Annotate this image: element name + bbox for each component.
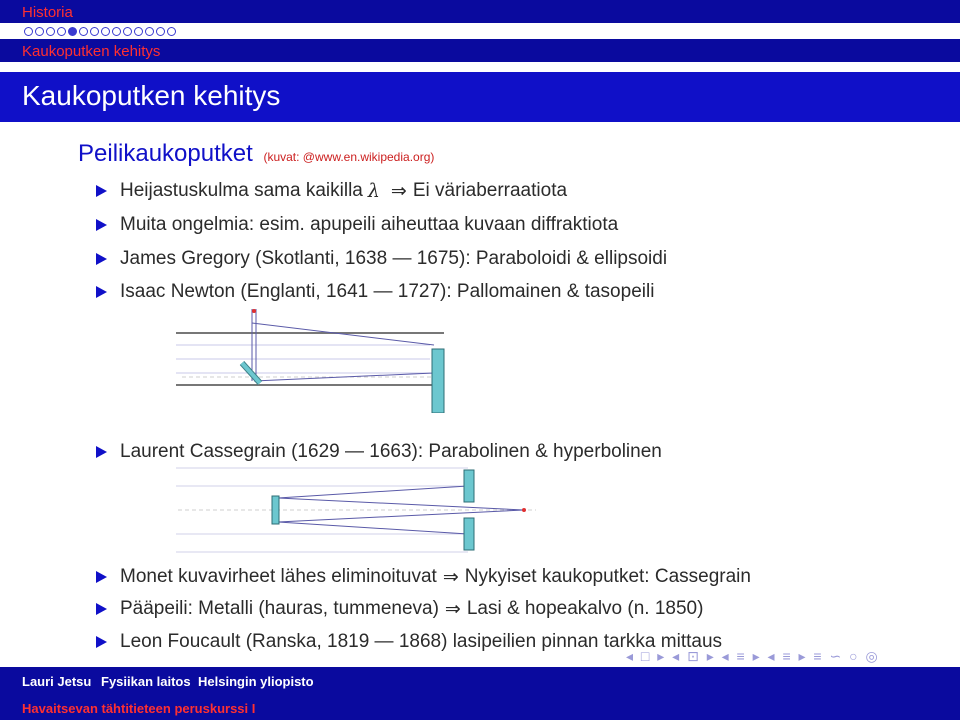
bullet-triangle-icon (96, 571, 107, 583)
implies-arrow-icon: ⇒ (390, 180, 407, 202)
bullet-item (96, 281, 654, 303)
primary-spherical-mirror (432, 349, 444, 413)
nav-dot[interactable] (123, 27, 132, 36)
bullet-text: James Gregory (Skotlanti, 1638 — 1675): Paraboloidi & ellipsoidi (120, 248, 668, 269)
heading-source-note: (kuvat: @www.en.wikipedia.org) (263, 150, 435, 164)
focal-point (522, 508, 526, 512)
bullet-item (96, 441, 662, 463)
bullet-text: Heijastuskulma sama kaikilla (120, 180, 363, 201)
frame-title: Kaukoputken kehitys (22, 80, 281, 111)
bullet-text: Nykyiset kaukoputket: Cassegrain (464, 566, 751, 587)
implies-arrow-icon: ⇒ (442, 566, 459, 588)
header-section-title[interactable]: Historia (22, 4, 73, 21)
bullet-triangle-icon (96, 636, 107, 648)
nav-dot[interactable] (112, 27, 121, 36)
nav-dot[interactable] (134, 27, 143, 36)
nav-dot[interactable] (90, 27, 99, 36)
bullet-triangle-icon (96, 286, 107, 298)
bullet-text: Monet kuvavirheet lähes eliminoituvat (120, 566, 437, 587)
footer-course-bar (0, 696, 960, 720)
bullet-text: Leon Foucault (Ranska, 1819 — 1868) lasipeilien pinnan tarkka mittaus (120, 631, 723, 652)
cassegrain-telescope-diagram (172, 466, 540, 554)
bullet-text: Isaac Newton (Englanti, 1641 — 1727): Pallomainen & tasopeili (120, 281, 655, 302)
newtonian-telescope-diagram (172, 305, 458, 413)
bullet-triangle-icon (96, 185, 107, 197)
header-top-bar (0, 0, 960, 23)
beamer-navigation-controls[interactable]: ◂ □ ▸ ◂ ⊡ ▸ ◂ ≡ ▸ ◂ ≡ ▸ ≡ ∽ ○ ◎ (626, 648, 880, 664)
focal-point (252, 309, 256, 313)
nav-dot[interactable] (68, 27, 77, 36)
footer-university: Helsingin yliopisto (198, 674, 314, 689)
nav-dot[interactable] (57, 27, 66, 36)
bullet-item (96, 180, 567, 202)
navigation-dots[interactable] (24, 24, 176, 38)
heading-text: Peilikaukoputket (78, 140, 253, 167)
nav-dot[interactable] (101, 27, 110, 36)
footer-department: Fysiikan laitos (101, 674, 191, 689)
implies-arrow-icon: ⇒ (444, 598, 461, 620)
bullet-text: Lasi & hopeakalvo (n. 1850) (466, 598, 704, 619)
bullet-triangle-icon (96, 446, 107, 458)
content-heading (78, 140, 434, 168)
bullet-triangle-icon (96, 253, 107, 265)
nav-dot[interactable] (24, 27, 33, 36)
nav-dot[interactable] (156, 27, 165, 36)
nav-dot[interactable] (167, 27, 176, 36)
secondary-hyperbolic-mirror (272, 496, 279, 524)
header-subsection-title[interactable]: Kaukoputken kehitys (22, 43, 161, 60)
footer-course-title: Havaitsevan tähtitieteen peruskurssi I (22, 701, 256, 716)
nav-dot[interactable] (79, 27, 88, 36)
primary-mirror-lower (464, 518, 474, 550)
bullet-item (96, 598, 703, 620)
nav-dot[interactable] (35, 27, 44, 36)
bullet-triangle-icon (96, 603, 107, 615)
lambda-symbol: λ (367, 180, 380, 202)
bullet-text: Muita ongelmia: esim. apupeili aiheuttaa kuvaan diffraktiota (120, 214, 619, 235)
nav-dot[interactable] (145, 27, 154, 36)
bullet-item (96, 566, 751, 588)
bullet-text: Ei väriaberraatiota (412, 180, 568, 201)
nav-dot[interactable] (46, 27, 55, 36)
bullet-item (96, 214, 618, 236)
bullet-text: Pääpeili: Metalli (hauras, tummeneva) (120, 598, 439, 619)
footer-author: Lauri Jetsu (22, 674, 92, 689)
bullet-text: Laurent Cassegrain (1629 — 1663): Parabolinen & hyperbolinen (120, 441, 662, 462)
bullet-triangle-icon (96, 219, 107, 231)
footer-bar (0, 667, 960, 696)
bullet-item (96, 248, 667, 270)
primary-mirror-upper (464, 470, 474, 502)
